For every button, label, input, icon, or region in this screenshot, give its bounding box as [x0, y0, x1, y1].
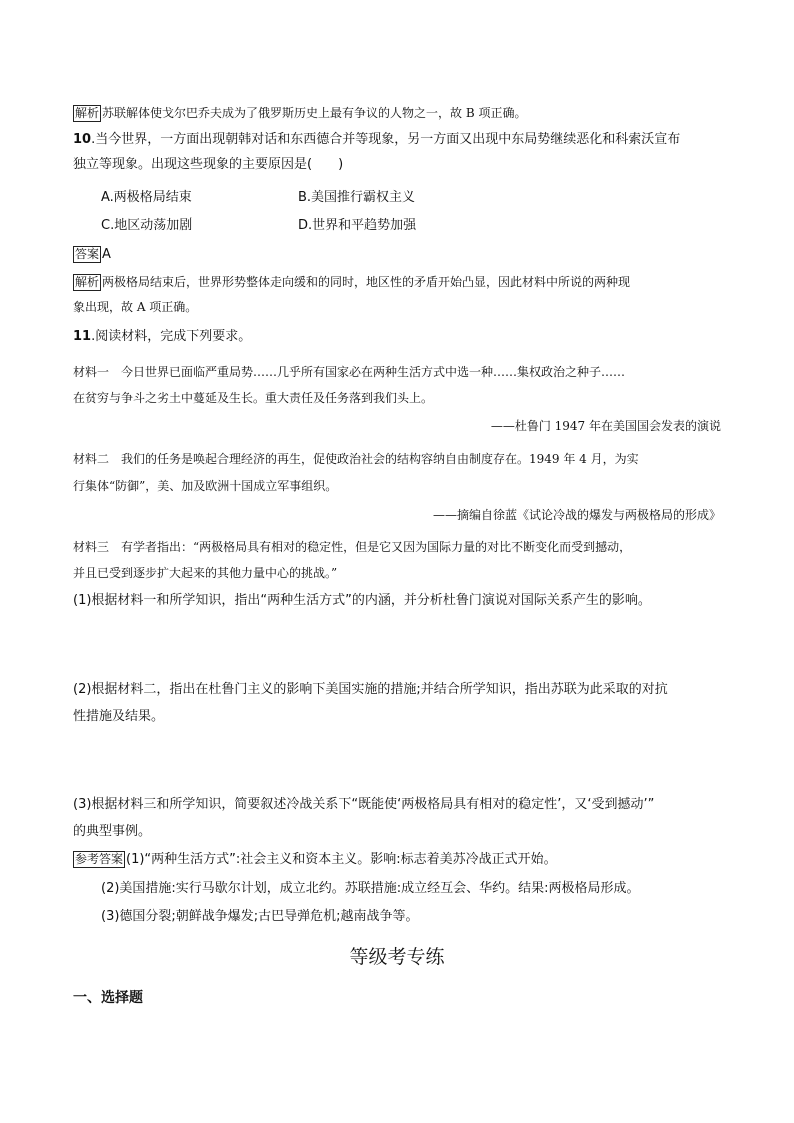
- material1-line2: 在贫穷与争斗之劣土中蔓延及生长。重大责任及任务落到我们头上。: [73, 391, 434, 405]
- requirement-3-line1: (3)根据材料三和所学知识，简要叙述冷战关系下“既能使‘两极格局具有相对的稳定性’，又‘受到撼动’”: [73, 797, 655, 812]
- option-a: A.两极格局结束: [101, 190, 192, 205]
- answer-tag: 答案: [75, 247, 100, 261]
- material2-source: ——摘编自徐蓝《试论冷战的爆发与两极格局的形成》: [432, 508, 721, 522]
- material1-line1: 材料一 今日世界已面临严重局势……几乎所有国家必在两种生活方式中选一种……集权政治之种子……: [73, 365, 626, 379]
- q10-answer-line: [73, 245, 111, 265]
- material2-line2: 行集体“防御”，美、加及欧洲十国成立军事组织。: [73, 479, 338, 493]
- question-number: 10: [73, 132, 92, 147]
- question-number: 11: [73, 329, 92, 344]
- reference-answer-text: (1)“两种生活方式”:社会主义和资本主义。影响:标志着美苏冷战正式开始。: [126, 852, 557, 867]
- material3-line2: 并且已受到逐步扩大起来的其他力量中心的挑战。”: [73, 566, 338, 580]
- answer-value: A: [102, 247, 111, 262]
- analysis-text: 两极格局结束后，世界形势整体走向缓和的同时，地区性的矛盾开始凸显，因此材料中所说的两种现: [102, 275, 631, 289]
- q10-line1: [73, 130, 680, 150]
- q11-intro: [73, 327, 251, 347]
- q10-line2: 独立等现象。出现这些现象的主要原因是( ): [73, 157, 344, 172]
- material2-line1: 材料二 我们的任务是唤起合理经济的再生，促使政治社会的结构容纳自由制度存在。1949 年 4 月，为实: [73, 452, 639, 466]
- q10-analysis-line2: 象出现，故 A 项正确。: [73, 300, 198, 314]
- requirement-1: (1)根据材料一和所学知识，指出“两种生活方式”的内涵，并分析杜鲁门演说对国际关系产生的影响。: [73, 593, 651, 608]
- section-heading: 等级考专练: [349, 946, 445, 968]
- reference-answer-2: (2)美国措施:实行马歇尔计划，成立北约。苏联措施:成立经互会、华约。结果:两极格局形成。: [101, 881, 640, 896]
- question-text: .阅读材料，完成下列要求。: [91, 329, 252, 344]
- material3-line1: 材料三 有学者指出：“两极格局具有相对的稳定性，但是它又因为国际力量的对比不断变化而受到撼动，: [73, 540, 632, 554]
- option-d: D.世界和平趋势加强: [298, 218, 417, 233]
- reference-answer-3: (3)德国分裂;朝鲜战争爆发;古巴导弹危机;越南战争等。: [101, 909, 419, 924]
- analysis-tag: 解析: [75, 106, 100, 120]
- option-b: B.美国推行霸权主义: [298, 190, 416, 205]
- reference-answer-tag: 参考答案: [75, 852, 124, 866]
- analysis-text: 苏联解体使戈尔巴乔夫成为了俄罗斯历史上最有争议的人物之一，故 B 项正确。: [102, 106, 527, 120]
- option-c: C.地区动荡加剧: [101, 218, 193, 233]
- requirement-2-line1: (2)根据材料二，指出在杜鲁门主义的影响下美国实施的措施;并结合所学知识，指出苏联为此采取的对抗: [73, 682, 668, 697]
- subsection-title: 一、选择题: [73, 990, 143, 1006]
- analysis-tag: 解析: [75, 275, 100, 289]
- reference-answer-1: [73, 850, 557, 870]
- q10-analysis-line1: [73, 272, 630, 292]
- requirement-2-line2: 性措施及结果。: [73, 709, 165, 724]
- requirement-3-line2: 的典型事例。: [73, 824, 152, 839]
- question-text: .当今世界，一方面出现朝韩对话和东西德合并等现象，另一方面又出现中东局势继续恶化和科索沃宣布: [91, 132, 681, 147]
- prev-analysis-line: [73, 103, 526, 123]
- material1-source: ——杜鲁门 1947 年在美国国会发表的演说: [490, 419, 721, 433]
